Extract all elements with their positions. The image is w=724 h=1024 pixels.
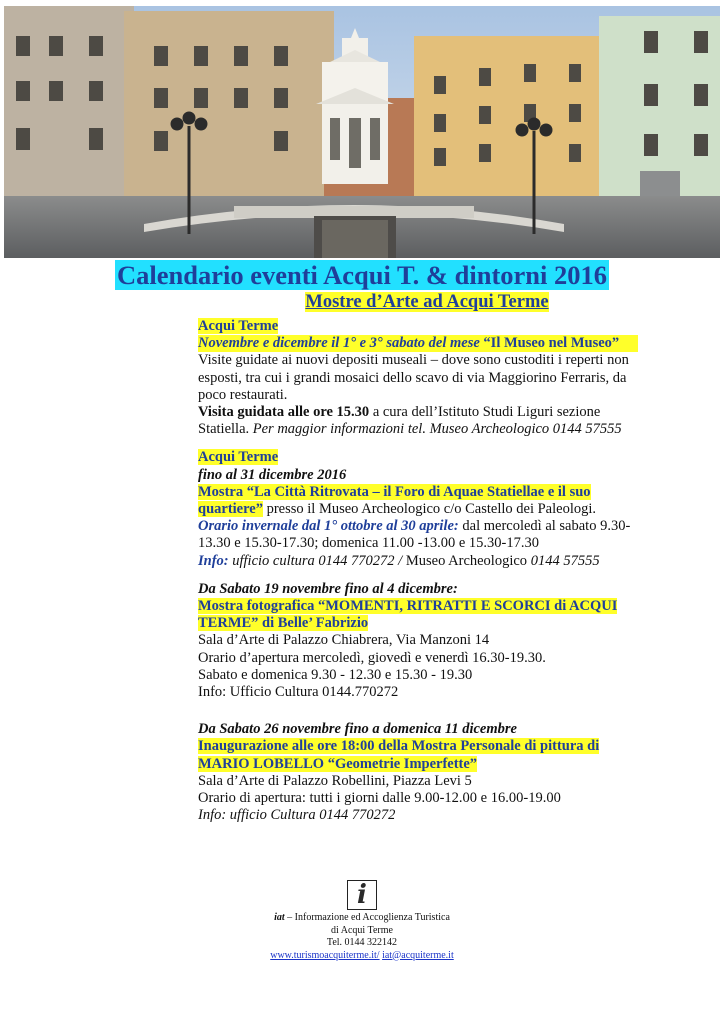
event-info: Info: ufficio Cultura 0144 770272	[198, 807, 396, 824]
visit-details: a cura dell’Istituto Studi Liguri sezione Statiella.	[198, 404, 601, 438]
header-photo	[4, 6, 720, 258]
visit-time: Visita guidata alle ore 15.30	[198, 404, 370, 421]
event-location: Sala d’Arte di Palazzo Chiabrera, Via Manzoni 14	[198, 632, 490, 649]
event-location: Sala d’Arte di Palazzo Robellini, Piazza Levi 5	[198, 772, 472, 789]
event-dates: Novembre e dicembre il 1° e 3° sabato del mese	[198, 335, 484, 352]
event-item	[198, 449, 638, 569]
website-link[interactable]: www.turismoacquiterme.it/	[270, 949, 380, 961]
event-info: Per maggior informazioni tel. Museo Archeologico 0144 57555	[252, 421, 622, 438]
event-item	[198, 581, 638, 701]
event-title: “Il Museo nel Museo”	[483, 335, 620, 352]
event-place: Acqui Terme	[198, 449, 279, 466]
footer-city: di Acqui Terme	[331, 924, 393, 936]
footer-phone: Tel. 0144 322142	[326, 937, 398, 948]
event-hours-label: Orario invernale dal 1° ottobre al 30 aprile:	[198, 518, 459, 535]
event-info-label: Info:	[198, 552, 229, 569]
event-info-phone: ufficio cultura 0144 770272 /	[228, 552, 403, 569]
event-item	[198, 721, 638, 824]
page-title: Calendario eventi Acqui T. & dintorni 2016	[116, 260, 608, 290]
email-link[interactable]: iat@acquiterme.it	[382, 949, 454, 961]
event-title: Mostra “La Città Ritrovata – il Foro di Aquae Statiellae e il suo quartiere”	[198, 483, 591, 518]
event-info-museum-phone: 0144 57555	[530, 552, 600, 569]
event-info: Info: Ufficio Cultura 0144.770272	[198, 684, 399, 701]
event-place: Acqui Terme	[198, 318, 279, 334]
event-hours-weekend: Sabato e domenica 9.30 - 12.30 e 15.30 - 19.30	[198, 666, 473, 683]
events-list	[198, 318, 638, 835]
section-subtitle: Mostre d’Arte ad Acqui Terme	[305, 292, 549, 312]
event-description: Visite guidate ai nuovi depositi museali – dove sono custoditi i reperti non esposti, tra cui i grandi mosaici dello scavo di via Maggiorino Ferraris, da poco restaurati.	[198, 352, 629, 403]
event-title: Inaugurazione alle ore 18:00 della Mostra Personale di pittura di MARIO LOBELLO “Geometrie Imperfette”	[198, 738, 600, 772]
event-info-museum: Museo Archeologico	[402, 552, 531, 569]
footer-org: – Informazione ed Accoglienza Turistica	[284, 912, 450, 923]
event-dates: fino al 31 dicembre 2016	[198, 466, 347, 483]
event-hours: Orario di apertura: tutti i giorni dalle 9.00-12.00 e 16.00-19.00	[198, 790, 561, 807]
info-icon: i	[347, 880, 377, 910]
event-dates: Da Sabato 26 novembre fino a domenica 11 dicembre	[198, 721, 517, 738]
event-title: Mostra fotografica “MOMENTI, RITRATTI E SCORCI di ACQUI TERME” di Belle’ Fabrizio	[198, 598, 618, 632]
event-hours: Orario d’apertura mercoledì, giovedì e venerdì 16.30-19.30.	[198, 649, 546, 666]
event-hours: dal mercoledì al sabato 9.30-13.30 e 15.30-17.30; domenica 11.00 -13.00 e 15.30-17.30	[198, 518, 631, 552]
event-dates: Da Sabato 19 novembre fino al 4 dicembre:	[198, 580, 458, 597]
footer	[0, 880, 724, 962]
iat-label: iat	[274, 912, 285, 923]
event-location: presso il Museo Archeologico c/o Castello dei Paleologi.	[262, 501, 597, 518]
event-item	[198, 318, 638, 438]
